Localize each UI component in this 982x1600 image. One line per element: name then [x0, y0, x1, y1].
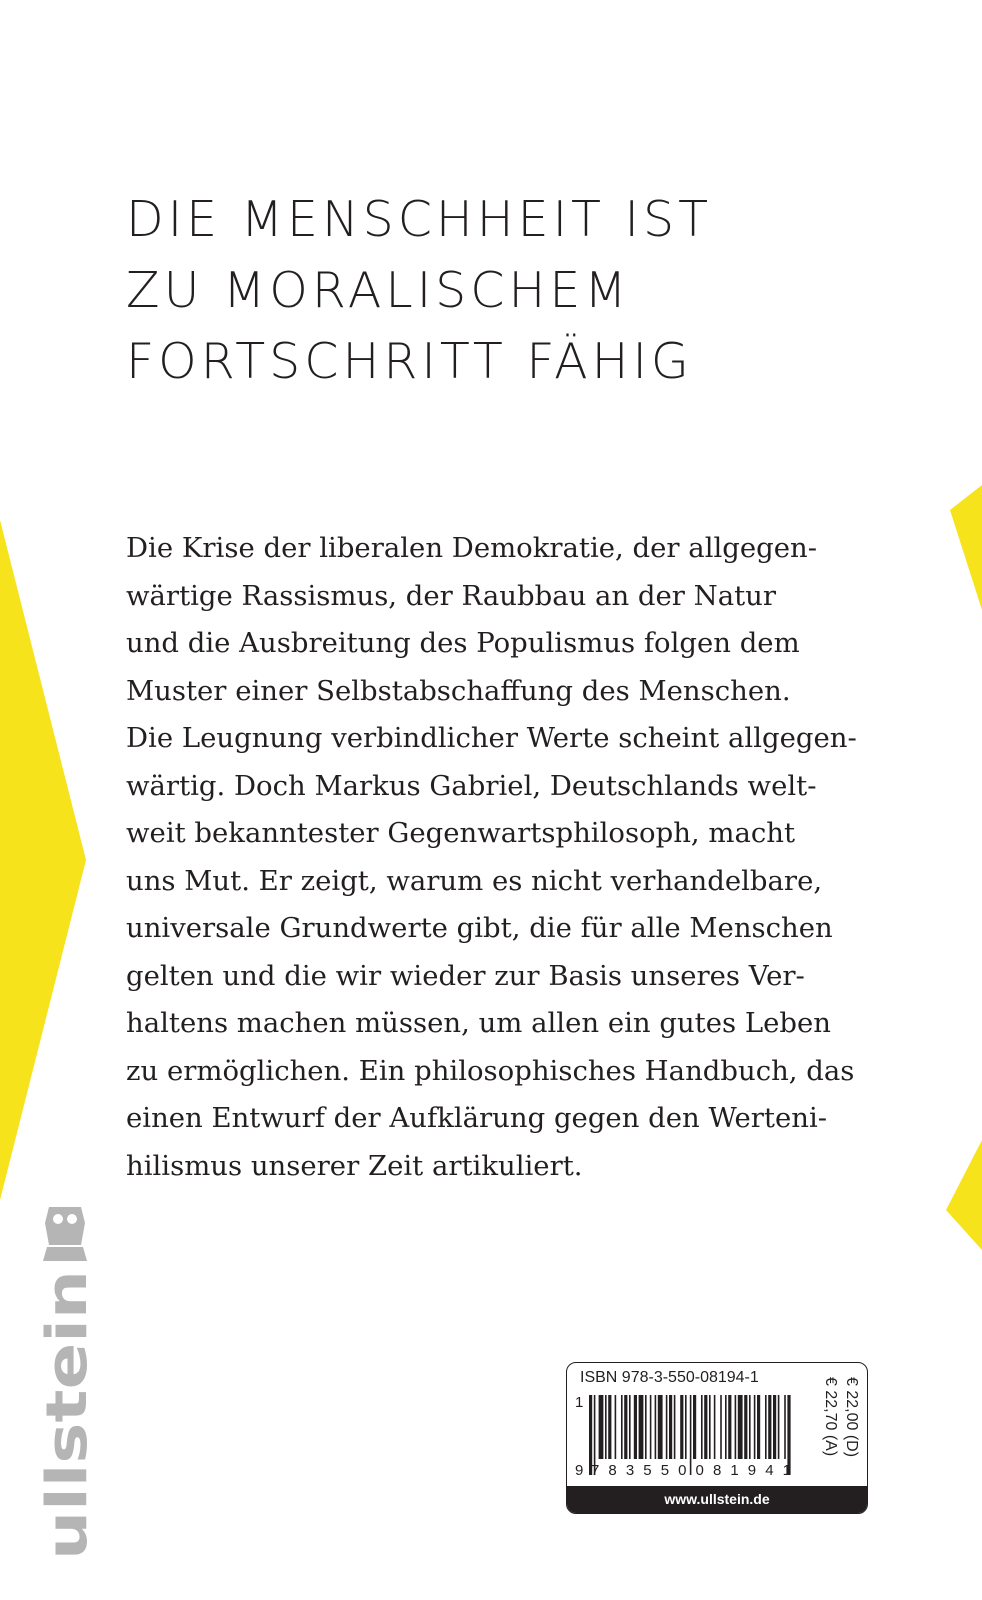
- barcode-digits: 783550081941: [591, 1462, 791, 1479]
- barcode-bar: [778, 1395, 780, 1459]
- barcode-bar: [720, 1395, 722, 1459]
- barcode-bars: [589, 1395, 791, 1475]
- barcode-box: [566, 1362, 868, 1514]
- blurb-line: haltens machen müssen, um allen ein gutes Leben: [126, 1007, 831, 1039]
- headline: [126, 184, 712, 397]
- barcode-bar: [629, 1395, 631, 1459]
- barcode-bar: [608, 1395, 611, 1459]
- barcode-bar: [674, 1395, 676, 1459]
- barcode-bar: [680, 1395, 683, 1459]
- barcode-bar: [690, 1395, 692, 1475]
- barcode-bar: [669, 1395, 672, 1459]
- price-de: € 22,00 (D): [843, 1377, 860, 1458]
- barcode-bar: [704, 1395, 707, 1459]
- blurb-line: wärtige Rassismus, der Raubbau an der Natur: [126, 579, 777, 612]
- barcode-bar: [624, 1395, 627, 1459]
- right-chevron-bottom-shape: [946, 1140, 982, 1250]
- barcode-bar: [765, 1395, 767, 1459]
- headline-line: FORTSCHRITT FÄHIG: [126, 333, 693, 390]
- barcode-bar: [728, 1395, 731, 1459]
- barcode-bar: [754, 1395, 756, 1459]
- blurb-line: einen Entwurf der Aufklärung gegen den Werteni-: [126, 1102, 828, 1134]
- right-chevron-top-shape: [950, 485, 982, 610]
- publisher-url: www.ullstein.de: [567, 1486, 867, 1513]
- blurb-line: Die Krise der liberalen Demokratie, der allgegen-: [126, 532, 818, 564]
- barcode-bar: [666, 1395, 668, 1459]
- publisher-logo: [20, 1205, 110, 1560]
- barcode-lead-digit: 9: [575, 1462, 584, 1479]
- isbn-label: ISBN 978-3-550-08194-1: [580, 1369, 759, 1386]
- blurb-line: universale Grundwerte gibt, die für alle Menschen: [126, 912, 833, 944]
- barcode-bar: [773, 1395, 776, 1459]
- barcode-bar: [735, 1395, 737, 1459]
- price-block: [816, 1377, 862, 1487]
- barcode-bar: [768, 1395, 771, 1459]
- barcode-bar: [693, 1395, 696, 1459]
- blurb-line: wärtig. Doch Markus Gabriel, Deutschlands welt-: [126, 769, 817, 802]
- barcode-bar: [725, 1395, 727, 1459]
- barcode-bar: [784, 1395, 786, 1459]
- barcode-bar: [650, 1395, 652, 1459]
- barcode-bar: [749, 1395, 751, 1459]
- barcode-bar: [701, 1395, 703, 1459]
- barcode-bar: [738, 1395, 743, 1459]
- blurb-line: zu ermöglichen. Ein philosophisches Handbuch, das: [126, 1054, 855, 1087]
- blurb-line: gelten und die wir wieder zur Basis unseres Ver-: [126, 959, 805, 992]
- barcode-bar: [634, 1395, 637, 1459]
- publisher-logo-text: ullstein: [35, 1324, 100, 1560]
- blurb-line: und die Ausbreitung des Populismus folgen dem: [126, 627, 800, 659]
- owl-icon: [43, 1207, 87, 1261]
- barcode-bar: [744, 1395, 747, 1459]
- headline-line: DIE MENSCHHEIT IST: [126, 191, 713, 248]
- barcode-bar: [615, 1395, 617, 1459]
- blurb-line: Die Leugnung verbindlicher Werte scheint allgegen-: [126, 722, 857, 754]
- barcode-bar: [709, 1395, 711, 1459]
- blurb-line: Muster einer Selbstabschaffung des Menschen.: [126, 674, 791, 707]
- barcode-bar: [757, 1395, 760, 1459]
- barcode-bar: [639, 1395, 644, 1459]
- blurb-text: [126, 525, 886, 1190]
- barcode-bar: [685, 1395, 687, 1459]
- price-at: € 22,70 (A): [822, 1377, 839, 1457]
- left-chevron-shape: [0, 520, 86, 1200]
- barcode-bar: [645, 1395, 647, 1459]
- barcode-bar: [655, 1395, 657, 1459]
- barcode-bar: [599, 1395, 604, 1459]
- barcode-top-digit: 1: [575, 1394, 584, 1411]
- barcode-bar: [621, 1395, 623, 1459]
- blurb-line: weit bekanntester Gegenwartsphilosoph, macht: [126, 817, 796, 849]
- blurb-line: uns Mut. Er zeigt, warum es nicht verhandelbare,: [126, 864, 823, 897]
- barcode-bar: [714, 1395, 716, 1459]
- barcode-bar: [658, 1395, 663, 1459]
- blurb-line: hilismus unserer Zeit artikuliert.: [126, 1149, 583, 1182]
- headline-line: ZU MORALISCHEM: [126, 262, 631, 319]
- barcode-bar: [605, 1395, 607, 1459]
